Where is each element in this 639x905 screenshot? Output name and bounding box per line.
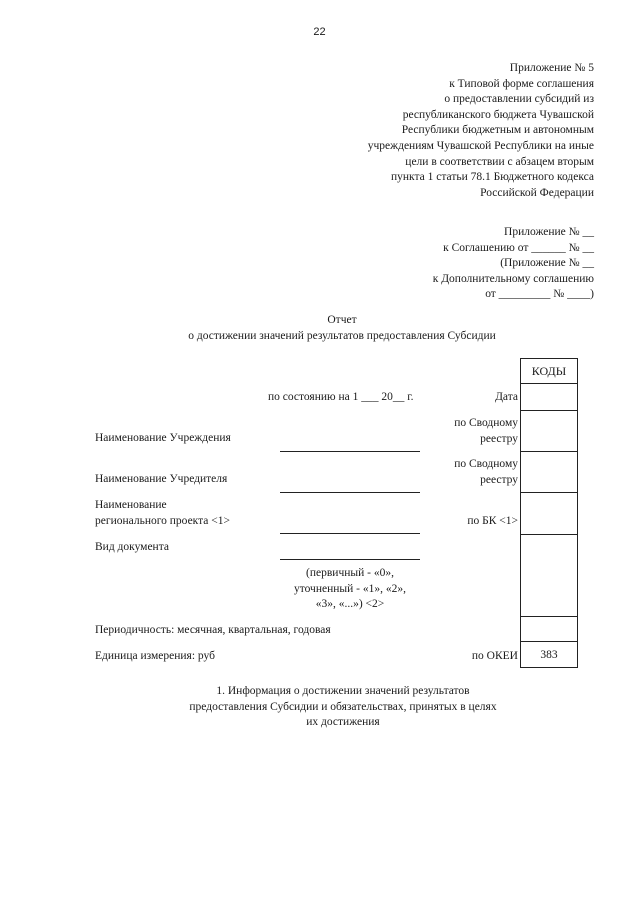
appendix-5-line: учреждениям Чувашской Республики на иные: [367, 139, 594, 152]
appendix-agreement-line: от _________ № ____): [485, 288, 594, 301]
appendix-5-line: Республики бюджетным и автономным: [401, 124, 594, 137]
appendix-5-header: [368, 61, 594, 201]
as-of-label: по состоянию на 1 ___ 20__ г.: [268, 391, 414, 403]
section-1-heading: [0, 684, 639, 731]
code-founder-registry-cell: [521, 451, 577, 492]
code-okei-cell: 383: [521, 641, 577, 667]
registry-label-line: реестру: [480, 432, 518, 445]
appendix-agreement-header: [433, 225, 594, 303]
institution-label: Наименование Учреждения: [95, 432, 231, 444]
page-number: 22: [313, 26, 326, 38]
founder-underline: [280, 492, 420, 493]
appendix-5-line: цели в соответствии с абзацем вторым: [405, 155, 594, 168]
doc-type-note: [250, 566, 450, 613]
registry-label-1: [454, 416, 518, 447]
date-label: Дата: [495, 391, 518, 403]
code-date-cell: [521, 383, 577, 410]
doc-type-note-line: (первичный - «0»,: [306, 567, 394, 579]
codes-table: [520, 358, 578, 668]
appendix-5-line: Приложение № 5: [509, 62, 594, 74]
registry-label-line: по Сводному: [454, 417, 518, 429]
appendix-5-line: республиканского бюджета Чувашской: [402, 108, 594, 121]
doc-type-underline: [280, 559, 420, 560]
section-1-heading-line: предоставления Субсидии и обязательствах, принятых в целях: [189, 700, 497, 713]
codes-header: КОДЫ: [531, 364, 567, 378]
doc-type-note-line: «3», «...») <2>: [315, 598, 385, 611]
registry-label-2: [454, 457, 518, 488]
report-subtitle: о достижении значений результатов предоставления Субсидии: [188, 330, 496, 342]
section-1-heading-line: их достижения: [306, 716, 380, 729]
project-underline: [280, 533, 420, 534]
doc-type-note-line: уточненный - «1», «2»,: [293, 582, 406, 595]
registry-label-line: по Сводному: [454, 458, 518, 470]
registry-label-line: реестру: [480, 473, 518, 486]
doc-type-label: Вид документа: [95, 541, 169, 553]
code-bk-cell: [521, 492, 577, 534]
code-periodicity-cell: [521, 616, 577, 641]
bk-label: по БК <1>: [467, 515, 518, 527]
appendix-5-line: к Типовой форме соглашения: [449, 77, 594, 90]
report-title: Отчет: [327, 314, 357, 326]
institution-underline: [280, 451, 420, 452]
appendix-5-line: о предоставлении субсидий из: [444, 93, 594, 106]
appendix-5-line: Российской Федерации: [480, 186, 594, 199]
project-label: [95, 498, 230, 529]
code-doc-type-cell: [521, 534, 577, 616]
appendix-5-line: пункта 1 статьи 78.1 Бюджетного кодекса: [390, 171, 594, 184]
appendix-agreement-line: к Соглашению от ______ № __: [443, 241, 594, 254]
section-1-heading-line: 1. Информация о достижении значений результатов: [216, 685, 470, 697]
appendix-agreement-line: к Дополнительному соглашению: [432, 272, 594, 285]
appendix-agreement-line: (Приложение № __: [500, 257, 594, 270]
project-label-line: регионального проекта <1>: [95, 514, 230, 527]
okei-label: по ОКЕИ: [471, 650, 518, 662]
founder-label: Наименование Учредителя: [95, 473, 228, 485]
unit-label: Единица измерения: руб: [95, 650, 215, 662]
periodicity-label: Периодичность: месячная, квартальная, годовая: [95, 624, 331, 636]
appendix-agreement-line: Приложение № __: [504, 226, 594, 238]
project-label-line: Наименование: [95, 499, 167, 511]
code-institution-registry-cell: [521, 410, 577, 451]
